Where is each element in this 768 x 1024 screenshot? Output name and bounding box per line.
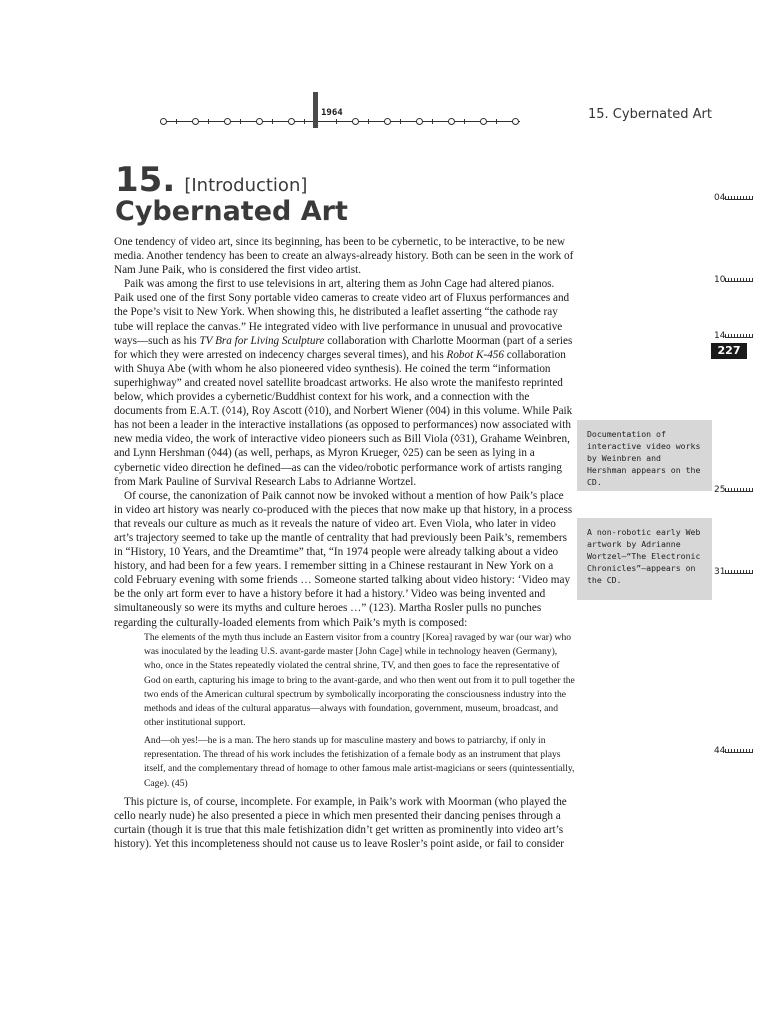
- sidebar-note: A non-robotic early Web artwork by Adrianne Wortzel—“The Electronic Chronicles”—appears on the CD.: [577, 518, 712, 600]
- quote-paragraph: The elements of the myth thus include an Eastern visitor from a country [Korea] ravaged by war (our war) who was inoculated by the leading U.S. avant-garde master [John Cage] while in technology heaven (Germany), who, once in the States repeatedly violated the central shrine, TV, and then goes to face the representative of God on earth, capturing his image to bring to the avant-garde, and who then went out from it to pull together the two ends of the American cultural spectrum by symbolically incorporating the consciousness industry into the methods and ideas of the cultural apparatus—always with foundation, government, museum, broadcast, and other institutional support.: [144, 631, 575, 729]
- sidebar-note: Documentation of interactive video works by Weinbren and Hershman appears on the CD.: [577, 420, 712, 491]
- chapter-name: Cybernated Art: [115, 196, 348, 227]
- chapter-subtitle: [Introduction]: [184, 175, 308, 196]
- ruler-icon: [725, 332, 753, 338]
- margin-ref: 14: [714, 331, 753, 341]
- ruler-icon: [725, 486, 753, 492]
- quote-paragraph: And—oh yes!—he is a man. The hero stands up for masculine mastery and bows to patriarchy, if only in representation. The thread of his work includes the fetishization of a female body as an instrument that plays itself, and the complementary thread of homage to other famous male artist-magicians or seers (quintessentially, Cage). (45): [144, 734, 575, 789]
- ruler-icon: [725, 747, 753, 753]
- paragraph: Of course, the canonization of Paik cannot now be invoked without a mention of how Paik’s place in video art history was nearly co-produced with the pieces that now make up that history, in a process that reveals our culture as much as it reveals the nature of video art. Even Viola, who later in video art’s trajectory seemed to take up the mantle of centrality that had previously been Paik’s, remembers in “History, 10 Years, and the Dreamtime” that, “In 1974 people were already talking about a video history, and had been for a few years. I remember sitting in a Chinese restaurant in New York on a cold February evening with some friends … Someone started talking about video history: ‘Video may be the only art form ever to have a history before it had a history.’ Video was being invented and simultaneously so were its myths and culture heroes …” (123). Martha Rosler pulls no punches regarding the culturally-loaded elements from which Paik’s myth is composed:: [114, 489, 573, 629]
- year-marker: [313, 92, 318, 128]
- margin-ref: 31: [714, 567, 753, 577]
- paragraph: One tendency of video art, since its beginning, has been to be cybernetic, to be interactive, to be new media. Another tendency has been to create an always-already history. Both can be seen in the work of Nam June Paik, who is considered the first video artist.: [114, 236, 574, 277]
- paragraph: Paik was among the first to use televisions in art, altering them as John Cage had altered pianos. Paik used one of the first Sony portable video cameras to create video art of Fluxus performances and the Pope’s visit to New York. When showing this, he distributed a leaflet asserting “the cathode ray tube will replace the canvas.” He integrated video with live performance in unusual and provocative ways—such as his TV Bra for Living Sculpture collaboration with Charlotte Moorman (part of a series for which they were arrested on indecency charges several times), and his Robot K-456 collaboration with Shuya Abe (with whom he also pioneered video synthesis). He coined the term “information superhighway” and created novel satellite broadcast artworks. He also wrote the manifesto reprinted below, which provides a cybernetic/Buddhist context for his work, and a connection with the documents from E.A.T. (◊14), Roy Ascott (◊10), and Norbert Wiener (◊04) in this volume. While Paik has not been a leader in the interactive installations (as opposed to performances) now associated with new media video, the work of interactive video pioneers such as Bill Viola (◊31), Grahame Weinbren, and Lynn Hershman (◊44) (as well, perhaps, as Myron Krueger, ◊25) can be seen as lying in a cybernetic video direction he defined—as can the video/robotic performance work of artists ranging from Mark Pauline of Survival Research Labs to Adrianne Wortzel.: [114, 278, 573, 488]
- timeline-rule: [160, 118, 520, 126]
- ruler-icon: [725, 276, 753, 282]
- block-quote: [144, 631, 575, 791]
- margin-ref: 44: [714, 746, 753, 756]
- margin-ref: 04: [714, 193, 753, 203]
- ruler-icon: [725, 568, 753, 574]
- ruler-icon: [725, 194, 753, 200]
- page-number: 227: [711, 343, 747, 359]
- body-text: [114, 235, 575, 851]
- margin-ref: 10: [714, 275, 753, 285]
- year-label: 1964: [321, 108, 343, 118]
- paragraph: This picture is, of course, incomplete. For example, in Paik’s work with Moorman (who played the cello nearly nude) he also presented a piece in which men presented their dancing penises through a curtain (though it is true that this male fetishization didn’t get written as prominently into video art’s history). Yet this incompleteness should not cause us to leave Rosler’s point aside, or fail to consider: [114, 795, 567, 851]
- margin-ref: 25: [714, 485, 753, 495]
- running-head: 15. Cybernated Art: [588, 107, 712, 122]
- chapter-title: [115, 160, 348, 227]
- chapter-number: 15.: [115, 160, 176, 200]
